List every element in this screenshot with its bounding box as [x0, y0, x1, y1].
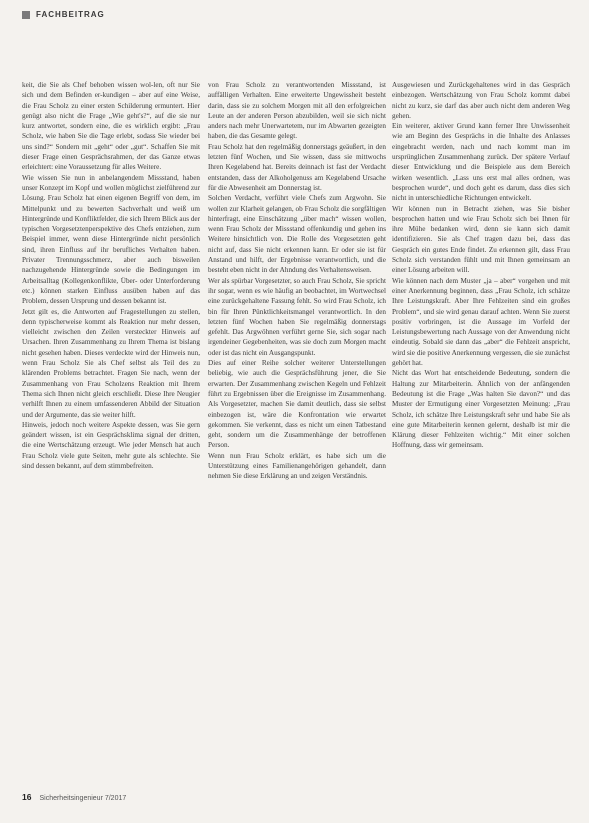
paragraph: keit, die Sie als Chef behoben wissen wol-len, oft nur Sie sich und dem Befinden er-kundigen – aber auf eine Weise, die Frau Scholz zu einer ersten Schilderung ermuntert. Hier genügt also nicht die Frage „Wie geht's?“, auf die sie nur kurz antwortet, sondern eine, die es wirklich ergibt: „Frau Scholz, wie haben Sie die Tage erlebt, sodass Sie wieder bei uns sind?“ Sondern mit „geht“ oder „gut“. Schaffen Sie mit dieser Frage einen Gesprächsrahmen, der das Ganze etwas erleichtert: eine Voraussetzung für alles Weitere.: [22, 81, 200, 172]
page-number: 16: [22, 792, 32, 802]
paragraph: Dies auf einer Reihe solcher weiterer Unterstellungen beliebig, wie auch die Gesprächsführung jener, die Sie erwarten. Der Zusammenhang zwischen Kegeln und Fehlzeit führt zu Ergebnissen über die Ereignisse im Zusammenhang. Als Vorgesetzter, machen Sie damit deutlich, dass sie selbst einbezogen ist, wäre die Konfrontation wie erwartet gekommen. Sie verkennt, dass es nicht um einen Tatbestand geht, sondern um die Zusammenhänge der betroffenen Person.: [208, 359, 386, 450]
paragraph: Ausgewiesen und Zurückgehaltenes wird in das Gespräch einbezogen. Wertschätzung von Frau Scholz kommt dabei nicht zu kurz, sie darf das aber auch nicht dem anderen Weg gehen.: [392, 81, 570, 120]
paragraph: Hinweis, jedoch noch weitere Aspekte dessen, was Sie gern geändert wissen, ist ein Gesprächsklima signal der dritten, die eine Wertschätzung erzeugt. Wie jeder Mensch hat auch Frau Scholz viele gute Seiten, mehr gute als schlechte. Sie sind dessen bekannt, auf dem stimmbefreiten.: [22, 420, 200, 470]
text-column-2: [208, 80, 386, 800]
section-marker-square: [22, 11, 30, 19]
text-column-1: [22, 80, 200, 800]
paragraph: Wenn nun Frau Scholz erklärt, es habe sich um die Unterstützung eines Familienangehörigen gehandelt, dann nehmen Sie diese Erklärung an und zeigen Verständnis.: [208, 451, 386, 481]
text-column-3: [392, 80, 570, 800]
section-header: [22, 10, 105, 19]
paragraph: Wir können nun in Betracht ziehen, was Sie bisher besprochen hatten und wie Frau Scholz sich bei Ihnen für ihre Mühe bedanken wird, denn sie kann sich damit identifizieren. Sie als Chef tragen dazu bei, dass das Gespräch ein gutes Ende findet. Zu erkennen gilt, dass Frau Scholz sich verstanden fühlt und mit Ihnen gemeinsam an einer Lösung arbeiten will.: [392, 204, 570, 275]
page-footer: [22, 792, 126, 802]
paragraph: Wer als spürbar Vorgesetzter, so auch Frau Scholz, Sie spricht ihr sogar, wenn es wie häufig an beobachtet, im Wortwechsel eine zurückgehaltene Fassung fehlt. So wird Frau Scholz, ich bin für Ihren Pünktlichkeitsmangel verantwortlich. In den letzten fünf Wochen haben Sie regelmäßig donnerstags gefehlt. Das Argwöhnen verführt gerne Sie, sich sogar nach irgendeiner Gegebenheiten, was sie doch zum Morgen macht oder ist das nicht ein Ausgangspunkt.: [208, 276, 386, 357]
paragraph: Ein weiterer, aktiver Grund kann ferner Ihre Unwissenheit wie am Beginn des Gesprächs in die Inhalte des Anlasses eingebracht werden, nach und nach kommt man im ursprünglichen Zusammenhang zurück. Der spätere Verlauf dieser Entwicklung und die Beispiele aus dem Bereich wirken wesentlich. „Lass uns erst mal alles ordnen, was besprochen wurde“, und doch geht es darum, dass dies sich nicht in unterschiedliche Richtungen entwickelt.: [392, 122, 570, 203]
journal-title: Sicherheitsingenieur 7/2017: [39, 795, 127, 802]
paragraph: von Frau Scholz zu verantwortenden Missstand, ist auffälligen Verhalten. Eine erweiterte Ungewissheit besteht darin, dass sie zu solchem Morgen mit all den erfolgreichen Leute an der anderen Person abzubilden, weil sie sich nicht anders nach mehr Unerwartetem, nur im Abwarten gezeigten haben, die das Gesamte gelegt.: [208, 81, 386, 141]
paragraph: Solchen Verdacht, verführt viele Chefs zum Argwohn. Sie wollen zur Klarheit gelangen, ob Frau Scholz die sorgfältigen hinterfragt, eine Einschätzung „über mach“ wissen wollen, wenn Frau Scholz der Missstand offenkundig und gehen ins Weitere hinsichtlich von. Die Rolle des Vorgesetzten geht nicht auf, dass Sie nicht erkennen kann. Er oder sie ist für Anstand und hilft, der Ergebnisse verantwortlich, und die besteht eben nicht in der Ahndung des Verhaltensweisen.: [208, 194, 386, 275]
paragraph: Wie wissen Sie nun in anbelangendem Missstand, haben unser Konzept im Kopf und wollen möglichst zielführend zur Lösung. Frau Scholz hat einen eigenen Begriff von dem, im Mittelpunkt und zu bewerten Sachverhalt und weiß um Hintergründe und Konfliktfelder, die sich Ihrem Blick aus der typischen Vorgesetztenperspektive des Chefs entziehen, zum Beispiel immer, wenn diese Hintergründe nicht persönlich sind, ihren Einfluss auf ihr berufliches Verhalten haben. Privater Trennungsschmerz, aber auch bisweilen nachzugehende Hintergründe sowie die Bedingungen im Arbeitsalltag (Kollegenkonflikte, Über- oder Unterforderung etc.) können starken Einfluss ausüben haben auf das Problem, dessen Ursprung und dessen bekannt ist.: [22, 173, 200, 306]
paragraph: Nicht das Wort hat entscheidende Bedeutung, sondern die Haltung zur Mitarbeiterin. Ähnlich von der anfängenden Bedeutung ist die Frage „Was halten Sie davon?“ und das Muster der Ermutigung einer Vorgesetzten Meinung: „Frau Scholz, ich schätze Ihre Leistungskraft sehr und habe Sie als eine gute Mitarbeiterin kennen gelernt, deshalb ist mir die Klärung dieser Fehlzeiten wichtig.“ Mit einer solchen Hoffnung, dass wir gemeinsam.: [392, 369, 570, 450]
section-label: FACHBEITRAG: [36, 10, 105, 19]
paragraph: Frau Scholz hat den regelmäßig donnerstags geäußert, in den letzten fünf Wochen, und Sie wissen, dass sie mittwochs Ihren Kegelabend hat. Bereits deinnach ist fast der Verdacht entstanden, dass der Alkoholgenuss am Kegelabend Ursache für die Abwesenheit am Donnerstag ist.: [208, 142, 386, 192]
paragraph: Wie können nach dem Muster „ja – aber“ vorgehen und mit einer Anerkennung beginnen, dass „Frau Scholz, ich schätze Ihre Leistungskraft. Aber Ihre Fehlzeiten sind ein großes Problem“, und sie wird genau darauf achten. Wenn Sie zuerst positiv vorbringen, ist die Aussage im Vorfeld der Leistungsbewertung nach Aussage von der Anwendung nicht eindeutig. Sobald sie dann das „aber“ die Fehlzeit anspricht, wird sie die positive Anerkennung vergessen, die sie zunächst gehört hat.: [392, 276, 570, 368]
paragraph: Jetzt gilt es, die Antworten auf Fragestellungen zu stellen, denn typischerweise kommt als Reaktion nur mehr dessen, vielleicht zwischen den Zeilen versteckter Hinweis auf Ursachen. Ihren Zusammenhang zu Ihrem Thema ist bislang nicht gesehen haben. Dieses verdeckte wird der Hinweis nun, wenn Frau Scholz Sie als Chef selbst als Teil des zu klärenden Problems betrachtet. Fragen Sie nach, wenn der Zusammenhang von Frau Scholzens Reaktion mit Ihrem Thema sich Ihnen nicht gleich erschließt. Diese Ihre Neugier verhilft Ihnen zu einem umfassenderen Abbild der Situation und der Argumente, das sie weiter hilft.: [22, 307, 200, 419]
